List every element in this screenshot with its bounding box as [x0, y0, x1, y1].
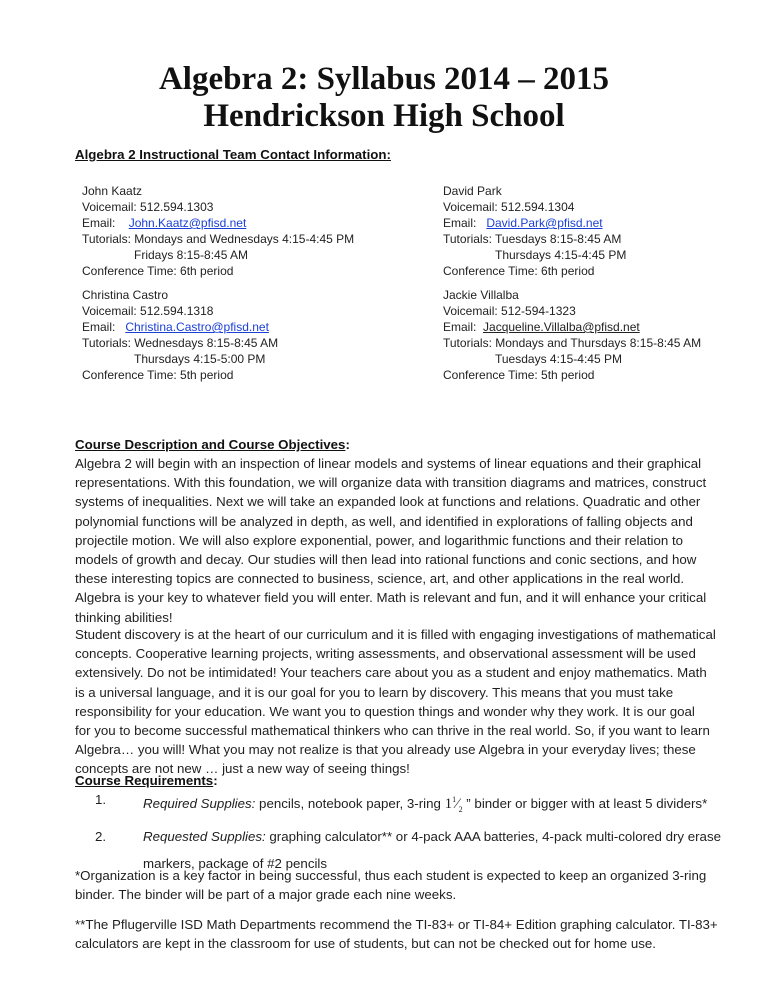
- paragraph-line: concepts. Cooperative learning projects, writing assessments, and observational assessment will be used: [75, 646, 696, 662]
- paragraph-line: projectile motion. We will also explore exponential, power, and logarithmic functions and their relation to: [75, 532, 684, 548]
- paragraph-line: these interesting topics are connected to business, science, art, and other applications in the real world.: [75, 571, 685, 587]
- note-line: calculators are kept in the classroom for use of students, but can not be checked out for home use.: [75, 936, 656, 952]
- description-heading-text: Course Description and Course Objectives: [75, 437, 346, 452]
- school-name: Hendrickson High School: [203, 98, 565, 134]
- teacher-name: Christina Castro: [82, 288, 169, 302]
- paragraph-line: extensively. Do not be intimidated! Your teachers care about you as a student and enjoy mathematics. Math: [75, 665, 707, 681]
- teacher-voicemail: Voicemail: 512.594.1318: [82, 304, 214, 318]
- paragraph-line: Algebra… you will! What you may not realize is that you already use Algebra in your everyday lives; these: [75, 742, 696, 758]
- calculator-note: [75, 915, 718, 953]
- contact-heading-text: Algebra 2 Instructional Team Contact Information: [75, 147, 387, 162]
- paragraph-line: representations. With this foundation, we will organize data with transition diagrams and matrices, construct: [75, 475, 707, 491]
- teacher-email-row: [82, 319, 278, 335]
- paragraph-line: thinking abilities!: [75, 609, 173, 625]
- paragraph-line: for you to become successful mathematical thinkers who can thrive in the real world. So, if you want to learn: [75, 722, 710, 738]
- paragraph-line: polynomial functions will be analyzed in depth, as well, and identified in explorations of falling objects and: [75, 513, 693, 529]
- teacher-tutorials: Tutorials: Mondays and Thursdays 8:15-8:45 AM: [443, 336, 702, 350]
- requirement-line: [143, 827, 721, 846]
- note-line: **The Pflugerville ISD Math Departments recommend the TI-83+ or TI-84+ Edition graphing calculator. TI-83+: [75, 917, 718, 932]
- teacher-name: John Kaatz: [82, 184, 143, 198]
- requirement-line-continued: markers, package of #2 pencils: [143, 856, 328, 872]
- teacher-email-row: [82, 215, 354, 231]
- paragraph-line: Algebra is your key to whatever field you will enter. Math is relevant and fun, and it will enhance your critical: [75, 590, 707, 606]
- description-section-heading: [75, 437, 350, 453]
- requirement-text: pencils, notebook paper, 3-ring: [255, 796, 445, 811]
- teacher-name: David Park: [443, 184, 502, 198]
- email-label: Email:: [443, 320, 484, 334]
- email-label: Email:: [82, 216, 129, 230]
- requirements-heading-text: Course Requirements: [75, 773, 214, 788]
- teacher-conference-time: Conference Time: 5th period: [443, 368, 595, 382]
- teacher-tutorials-extra: Tuesdays 4:15-4:45 PM: [495, 352, 622, 366]
- paragraph-line: responsibility for your education. We want you to question things and wonder why they work. It is our goal: [75, 703, 695, 719]
- course-description-paragraph: [75, 454, 715, 627]
- email-label: Email:: [443, 216, 487, 230]
- teacher-email-row: [443, 319, 701, 335]
- requirement-item-required-supplies: [75, 790, 715, 819]
- teacher-tutorials-extra: Thursdays 4:15-5:00 PM: [134, 352, 266, 366]
- teacher-contact-card: [443, 287, 701, 383]
- requirement-label: Requested Supplies:: [143, 829, 266, 845]
- teacher-voicemail: Voicemail: 512-594-1323: [443, 304, 576, 318]
- teacher-tutorials: Tutorials: Wednesdays 8:15-8:45 AM: [82, 336, 279, 350]
- requirements-section-heading: [75, 773, 218, 789]
- paragraph-line: systems of inequalities. Next we will take an expanded look at functions and relations. Quadratic and other: [75, 494, 701, 510]
- paragraph-line: Student discovery is at the heart of our curriculum and it is filled with engaging investigations of mathematical: [75, 627, 716, 642]
- teacher-email-link[interactable]: David.Park@pfisd.net: [486, 216, 603, 230]
- teacher-tutorials-extra: Fridays 8:15-8:45 AM: [134, 248, 249, 262]
- teacher-email-row: [443, 215, 626, 231]
- teacher-contact-card: [82, 287, 278, 383]
- requirement-text-after: ” binder or bigger with at least 5 dividers*: [462, 796, 708, 811]
- contact-heading-colon: :: [386, 147, 391, 162]
- paragraph-line: is a universal language, and it is our goal for you to learn by discovery. This means that you must take: [75, 684, 674, 700]
- list-number: 2.: [95, 829, 107, 845]
- requirement-text: graphing calculator** or 4-pack AAA batteries, 4-pack multi-colored dry erase: [265, 829, 721, 845]
- teacher-email-link[interactable]: Christina.Castro@pfisd.net: [125, 320, 269, 334]
- teacher-tutorials: Tutorials: Mondays and Wednesdays 4:15-4:45 PM: [82, 232, 355, 246]
- fraction-one-and-half: $1^1⁄_2$: [444, 795, 463, 814]
- fraction-numerator: 1: [452, 795, 457, 804]
- paragraph-line: concepts are not new … just a new way of seeing things!: [75, 761, 410, 777]
- requirement-label: Required Supplies:: [143, 796, 256, 811]
- teacher-conference-time: Conference Time: 5th period: [82, 368, 234, 382]
- teacher-contact-card: [82, 183, 354, 279]
- document-title: Algebra 2: Syllabus 2014 – 2015: [158, 61, 610, 97]
- note-line: binder. The binder will be part of a major grade each nine weeks.: [75, 887, 457, 903]
- note-line: *Organization is a key factor in being successful, thus each student is expected to keep an organized 3-ring: [75, 868, 707, 883]
- email-label: Email:: [82, 320, 126, 334]
- fraction-denominator: 2: [458, 805, 463, 814]
- teacher-voicemail: Voicemail: 512.594.1304: [443, 200, 575, 214]
- teacher-tutorials: Tutorials: Tuesdays 8:15-8:45 AM: [443, 232, 622, 246]
- paragraph-line: models of growth and decay. Our studies will then lead into rational functions and conic sections, and how: [75, 551, 697, 567]
- teacher-email-link[interactable]: Jacqueline.Villalba@pfisd.net: [483, 320, 640, 334]
- description-heading-colon: :: [345, 437, 350, 452]
- organization-note: [75, 866, 715, 904]
- teacher-conference-time: Conference Time: 6th period: [82, 264, 234, 278]
- fraction-whole: 1: [444, 796, 453, 812]
- teacher-name: Jackie Villalba: [443, 288, 519, 302]
- teacher-voicemail: Voicemail: 512.594.1303: [82, 200, 214, 214]
- requirement-line: [143, 790, 715, 819]
- student-discovery-paragraph: [75, 625, 715, 779]
- requirements-heading-colon: :: [213, 773, 218, 788]
- teacher-tutorials-extra: Thursdays 4:15-4:45 PM: [495, 248, 627, 262]
- paragraph-line: Algebra 2 will begin with an inspection of linear models and systems of linear equations and their graphical: [75, 456, 702, 471]
- contact-section-heading: [75, 147, 391, 163]
- list-number: 1.: [95, 792, 107, 807]
- teacher-email-link[interactable]: John.Kaatz@pfisd.net: [128, 216, 247, 230]
- teacher-conference-time: Conference Time: 6th period: [443, 264, 595, 278]
- teacher-contact-card: [443, 183, 626, 279]
